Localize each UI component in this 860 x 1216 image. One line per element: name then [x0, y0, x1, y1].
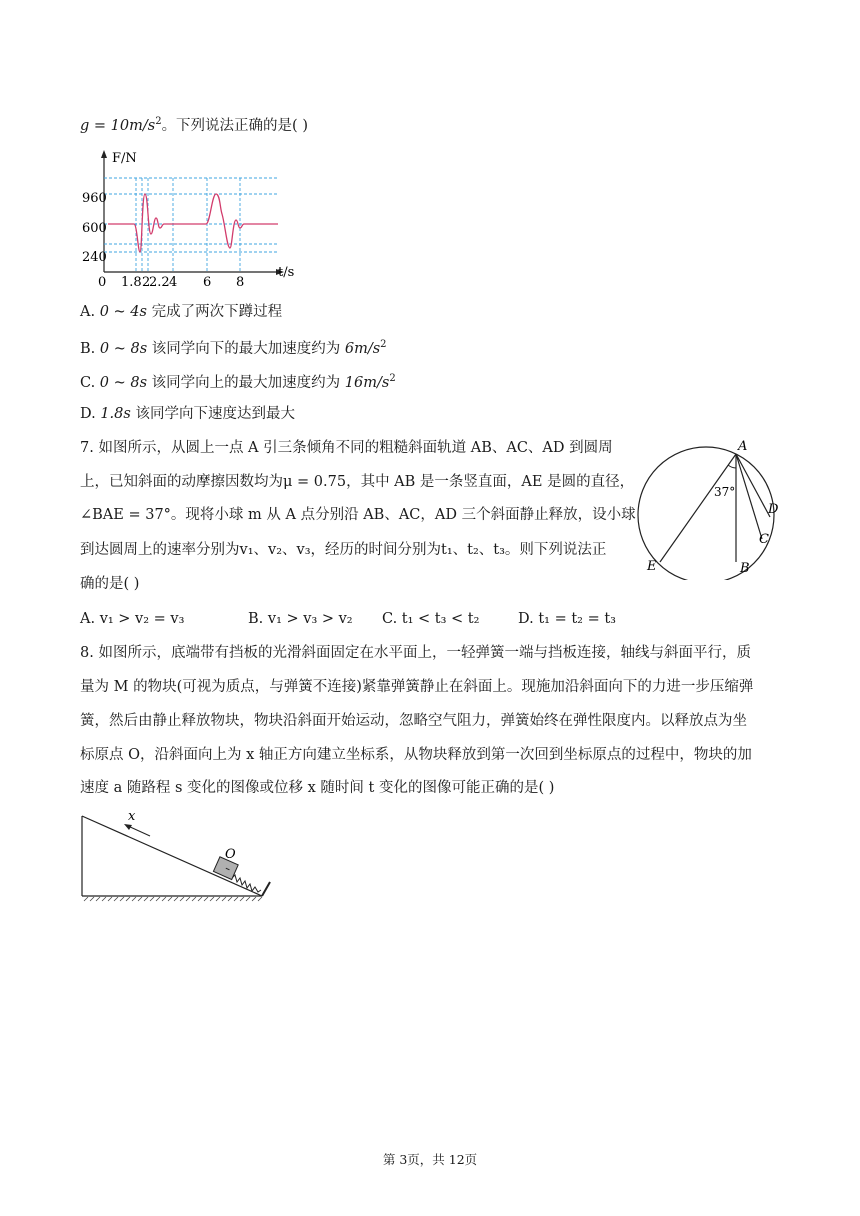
- q6-intro-text: 。下列说法正确的是( ): [161, 118, 308, 134]
- q6-option-c-text: 该同学向上的最大加速度约为: [147, 375, 345, 391]
- x-axis-label: t/s: [278, 265, 295, 280]
- q6-option-d: [80, 404, 295, 424]
- label-E: E: [647, 559, 657, 574]
- q7-line-1: 7. 如图所示，从圆上一点 A 引三条倾角不同的粗糙斜面轨道 AB、AC、AD 到圆周: [80, 440, 613, 456]
- x-tick-6: 6: [203, 275, 212, 288]
- q7-line-4: 到达圆周上的速率分别为v₁、v₂、v₃，经历的时间分别为t₁、t₂、t₃。则下列说法正: [80, 542, 607, 558]
- q6-option-b-sup: 2: [380, 339, 387, 350]
- y-tick-960: 960: [82, 191, 107, 206]
- label-B: B: [740, 561, 750, 576]
- q6-intro: [80, 112, 308, 136]
- page-footer: 第 3页，共 12页: [382, 1152, 478, 1167]
- q6-option-c-math: 0 ~ 8s: [99, 375, 148, 391]
- q7-option-d: D. t₁ = t₂ = t₃: [518, 611, 616, 627]
- q6-option-b-math: 0 ~ 8s: [99, 341, 148, 357]
- x-tick-2: 2: [142, 275, 151, 288]
- q7-line-3: ∠BAE = 37°。现将小球 m 从 A 点分别沿 AB、AC，AD 三个斜面静止释放，设小球: [80, 507, 636, 523]
- q8-line-2: 量为 M 的物块(可视为质点，与弹簧不连接)紧靠弹簧静止在斜面上。现施加沿斜面向下的力进一步压缩弹: [80, 679, 754, 695]
- x-tick-2.2: 2.2: [149, 275, 170, 288]
- q8-line-4: 标原点 O，沿斜面向上为 x 轴正方向建立坐标系，从物块释放到第一次回到坐标原点的过程中，物块的加: [80, 747, 752, 763]
- y-axis-label: F/N: [112, 151, 137, 166]
- q8-line-1: 8. 如图所示，底端带有挡板的光滑斜面固定在水平面上，一轻弹簧一端与挡板连接，轴线与斜面平行，质: [80, 645, 751, 661]
- q6-option-a-prefix: A.: [80, 304, 100, 320]
- x-tick-8: 8: [236, 275, 245, 288]
- q6-option-c: [80, 369, 396, 393]
- q6-option-c-unit: 16m/s: [344, 375, 390, 391]
- q6-option-a-text: 完成了两次下蹲过程: [146, 304, 283, 320]
- q6-option-d-prefix: D.: [80, 406, 101, 422]
- q7-option-b: B. v₁ > v₃ > v₂: [248, 611, 353, 627]
- x-tick-0: 0: [98, 275, 107, 288]
- x-tick-1.8: 1.8: [121, 275, 142, 288]
- q7-option-c: C. t₁ < t₃ < t₂: [382, 611, 480, 627]
- label-O: O: [225, 847, 236, 862]
- q6-option-b-prefix: B.: [80, 341, 100, 357]
- label-D: D: [768, 502, 779, 517]
- q7-line-5: 确的是( ): [80, 576, 140, 592]
- x-tick-4: 4: [169, 275, 178, 288]
- q6-option-b-unit: 6m/s: [344, 341, 381, 357]
- label-x: x: [128, 812, 136, 824]
- q8-line-3: 簧，然后由静止释放物块，物块沿斜面开始运动，忽略空气阻力，弹簧始终在弹性限度内。以释放点为坐: [80, 713, 747, 729]
- q7-option-a: A. v₁ > v₂ = v₃: [80, 611, 185, 627]
- q6-option-c-sup: 2: [389, 373, 396, 384]
- q6-option-a-math: 0 ~ 4s: [99, 304, 147, 320]
- q7-line-2: 上，已知斜面的动摩擦因数均为μ = 0.75，其中 AB 是一条竖直面，AE 是圆的直径，: [80, 474, 635, 490]
- q6-option-a: [80, 302, 282, 322]
- circle-inclines-diagram: [628, 434, 792, 580]
- y-tick-240: 240: [82, 250, 107, 265]
- q6-intro-sup: 2: [155, 116, 162, 127]
- y-tick-600: 600: [82, 221, 107, 236]
- label-37-degree: 37°: [714, 485, 736, 499]
- q6-option-b: [80, 335, 387, 359]
- q6-option-d-text: 该同学向下速度达到最大: [130, 406, 295, 422]
- incline-spring-diagram: [78, 812, 284, 904]
- label-A: A: [738, 439, 748, 454]
- q6-option-d-math: 1.8s: [100, 406, 131, 422]
- q6-option-b-text: 该同学向下的最大加速度约为: [147, 341, 345, 357]
- q6-option-c-prefix: C.: [80, 375, 100, 391]
- force-time-graph: [78, 148, 308, 288]
- label-C: C: [759, 532, 769, 547]
- q8-line-5: 速度 a 随路程 s 变化的图像或位移 x 随时间 t 变化的图像可能正确的是( ): [80, 780, 555, 796]
- q6-intro-math: g = 10m/s: [80, 118, 156, 134]
